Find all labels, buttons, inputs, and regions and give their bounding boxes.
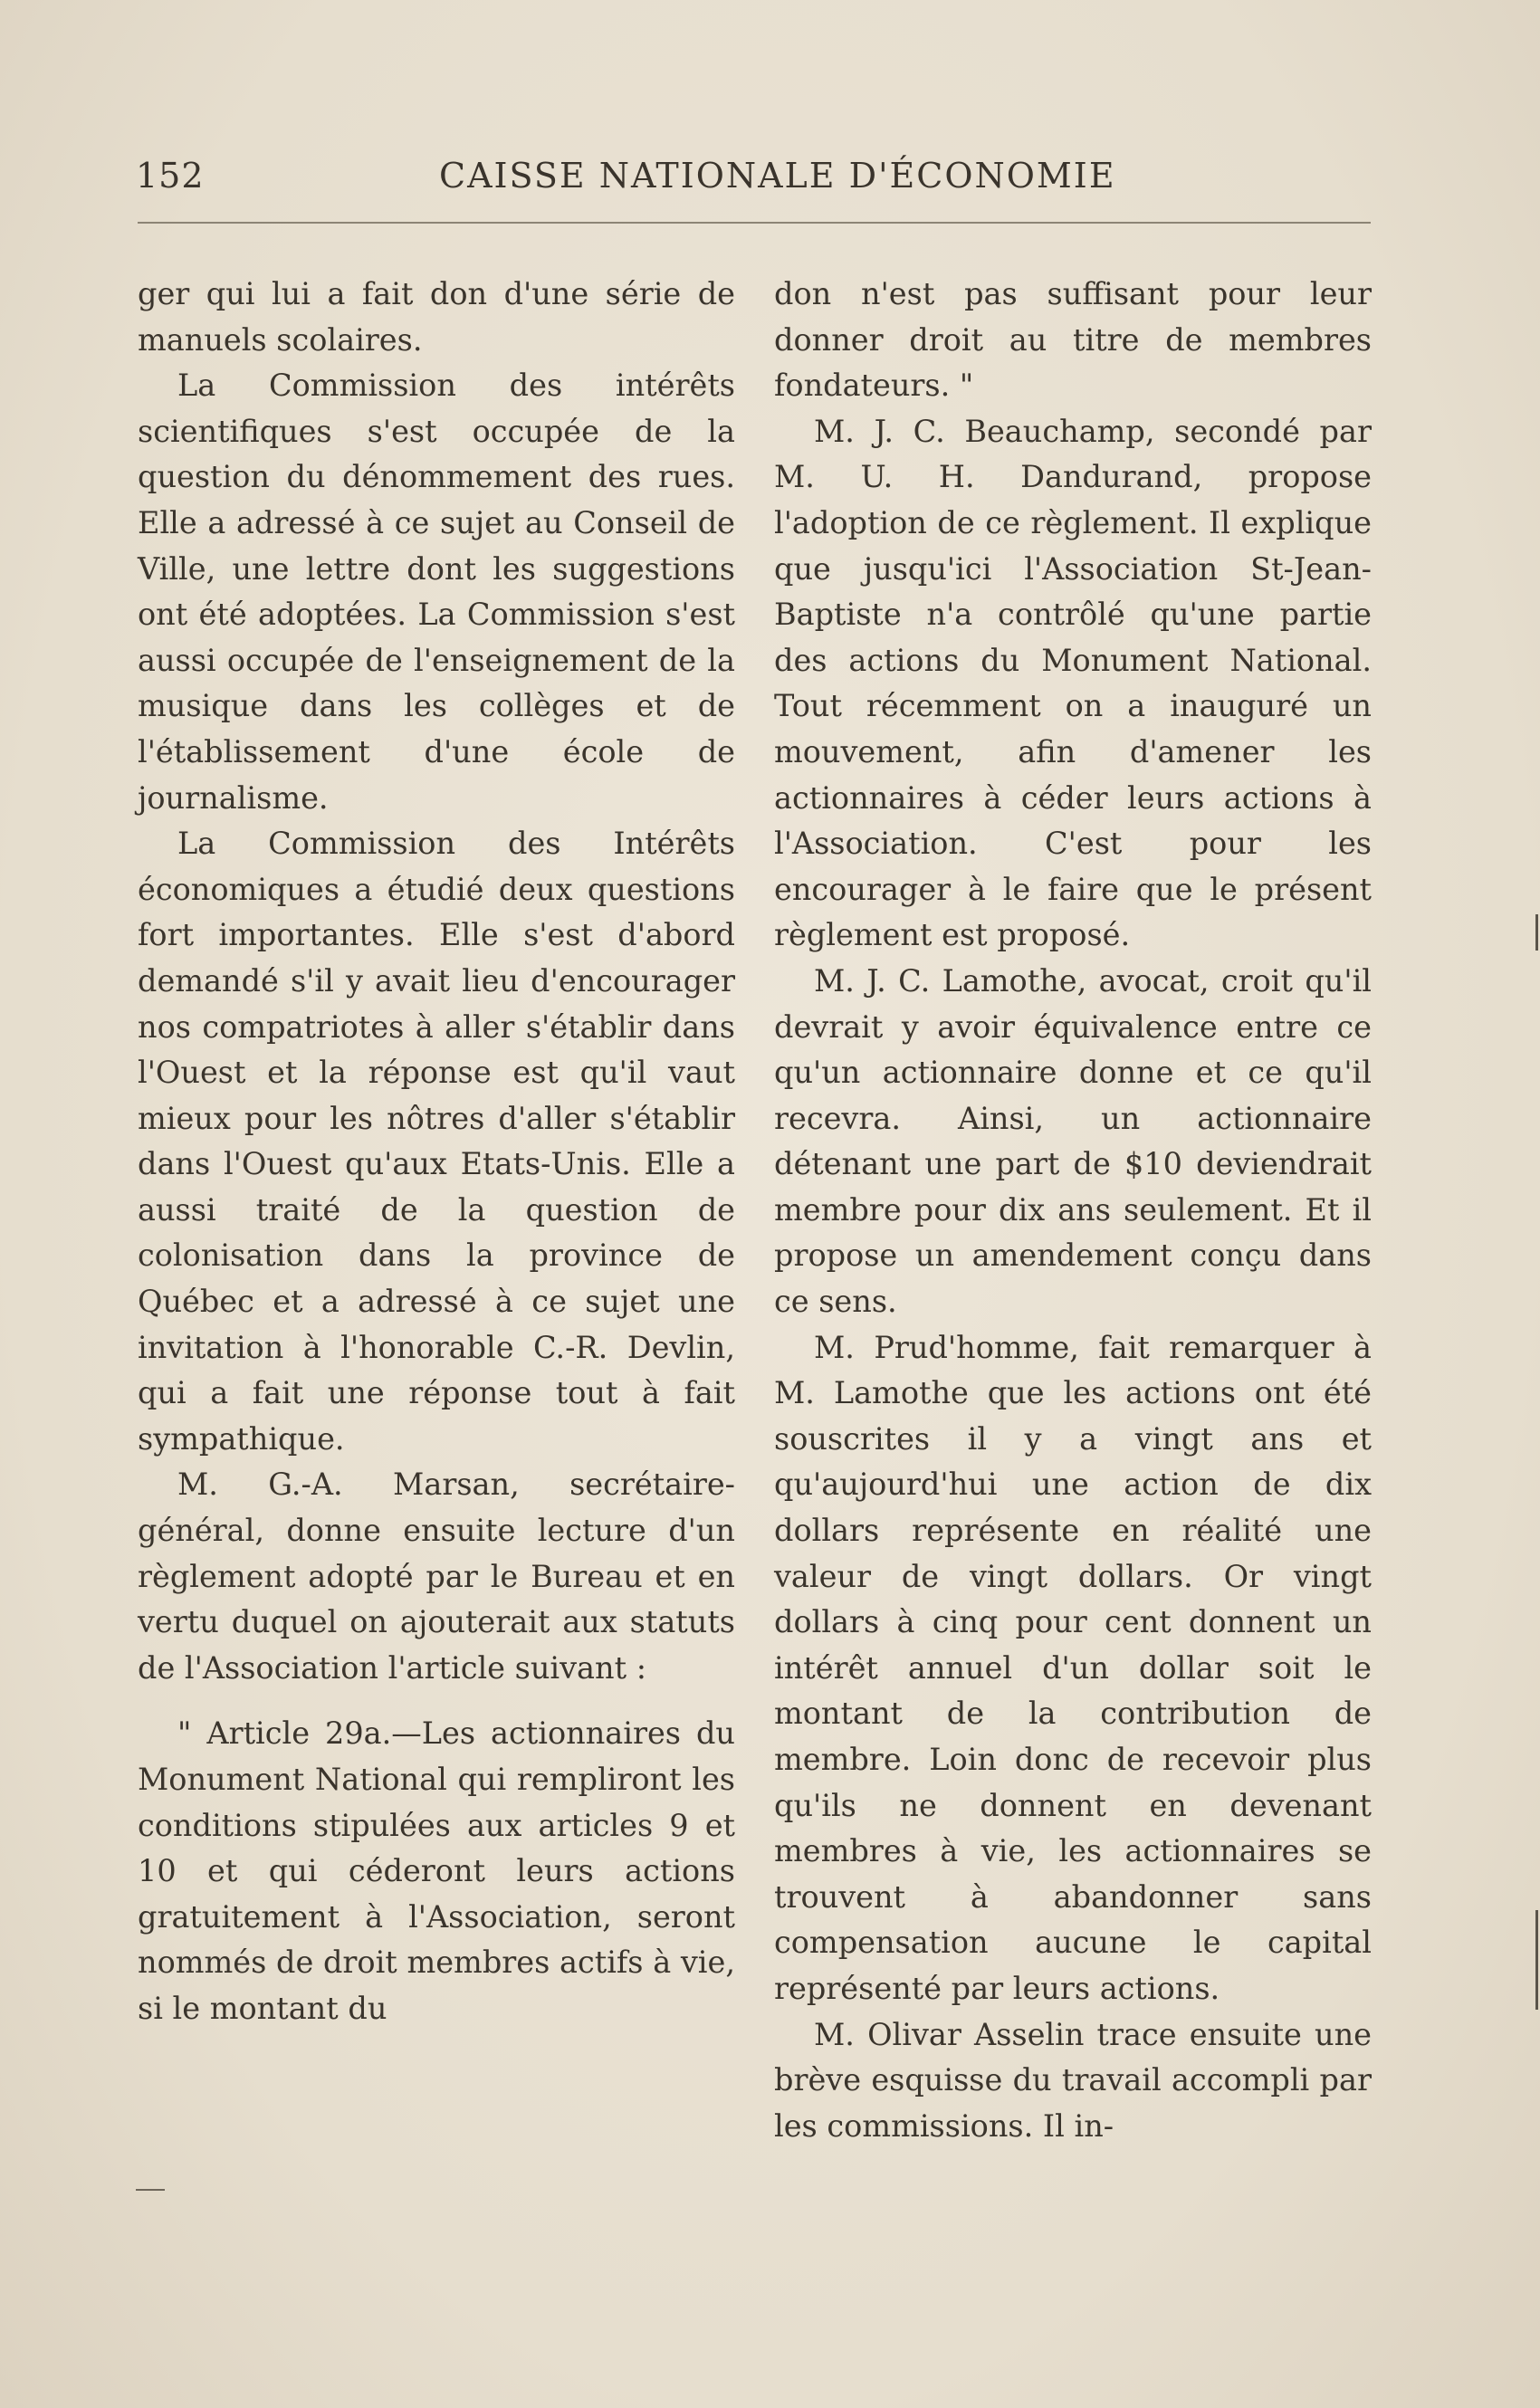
paragraph-economic-commission: La Commission des Intérêts économiques a étudié deux questions fort importantes. Elle s'est d'abord demandé s'il y avait lieu d'encourager nos compatriotes à aller s'établir dans l'Ouest et la réponse est qu'il vaut mieux pour les nôtres d'aller s'établir dans l'Ouest qu'aux Etats-Unis. Elle a aussi traité de la question de colonisation dans la province de Québec et a adressé à ce sujet une invitation à l'honorable C.-R. Devlin, qui a fait une réponse tout à fait sympathique.	[138, 826, 735, 1457]
paragraph-marsan-reading: M. G.-A. Marsan, secrétaire-général, donne ensuite lecture d'un règlement adopté par le Bureau et en vertu duquel on ajouterait aux statuts de l'Association l'article suivant :	[138, 1467, 735, 1686]
journal-title: CAISSE NATIONALE D'ÉCONOMIE	[439, 156, 1116, 196]
paragraph-article-29a: " Article 29a.—Les actionnaires du Monument National qui rempliront les conditions stipulées aux articles 9 et 10 et qui céderont leurs actions gratuitement à l'Association, seront nommés de droit membres actifs à vie, si le montant du	[138, 1715, 735, 2026]
paragraph-article-end: don n'est pas suffisant pour leur donner droit au titre de membres fondateurs. "	[774, 276, 1372, 404]
right-column	[774, 272, 1372, 2149]
running-header	[136, 156, 1369, 210]
paragraph-asselin: M. Olivar Asselin trace ensuite une brève esquisse du travail accompli par les commissions. Il in-	[774, 2016, 1372, 2144]
paragraph-beauchamp: M. J. C. Beauchamp, secondé par M. U. H. Dandurand, propose l'adoption de ce règlement. Il explique que jusqu'ici l'Association St-Jean-Baptiste n'a contrôlé qu'une partie des actions du Monument National. Tout récemment on a inauguré un mouvement, afin d'amener les actionnaires à céder leurs actions à l'Association. C'est pour les encourager à le faire que le présent règlement est proposé.	[774, 413, 1372, 953]
page-edge-mark	[1535, 1910, 1538, 2010]
paragraph-scientific-commission: La Commission des intérêts scientifiques s'est occupée de la question du dénommement des rues. Elle a adressé à ce sujet au Conseil de Ville, une lettre dont les suggestions ont été adoptées. La Commission s'est aussi occupée de l'enseignement de la musique dans les collèges et de l'établissement d'une école de journalisme.	[138, 368, 735, 816]
page-edge-mark	[1535, 914, 1538, 951]
footer-mark	[136, 2189, 165, 2191]
page-number: 152	[136, 156, 205, 196]
left-column	[138, 272, 735, 2032]
paragraph-continuation: ger qui lui a fait don d'une série de manuels scolaires.	[138, 276, 735, 358]
paragraph-lamothe: M. J. C. Lamothe, avocat, croit qu'il devrait y avoir équivalence entre ce qu'un actionnaire donne et ce qu'il recevra. Ainsi, un actionnaire détenant une part de $10 deviendrait membre pour dix ans seulement. Et il propose un amendement conçu dans ce sens.	[774, 962, 1372, 1320]
header-rule	[138, 222, 1371, 224]
paragraph-prudhomme: M. Prud'homme, fait remarquer à M. Lamothe que les actions ont été souscrites il y a vingt ans et qu'aujourd'hui une action de dix dollars représente en réalité une valeur de vingt dollars. Or vingt dollars à cinq pour cent donnent un intérêt annuel d'un dollar soit le montant de la contribution de membre. Loin donc de recevoir plus qu'ils ne donnent en devenant membres à vie, les actionnaires se trouvent à abandonner sans compensation aucune le capital représenté par leurs actions.	[774, 1329, 1372, 2006]
